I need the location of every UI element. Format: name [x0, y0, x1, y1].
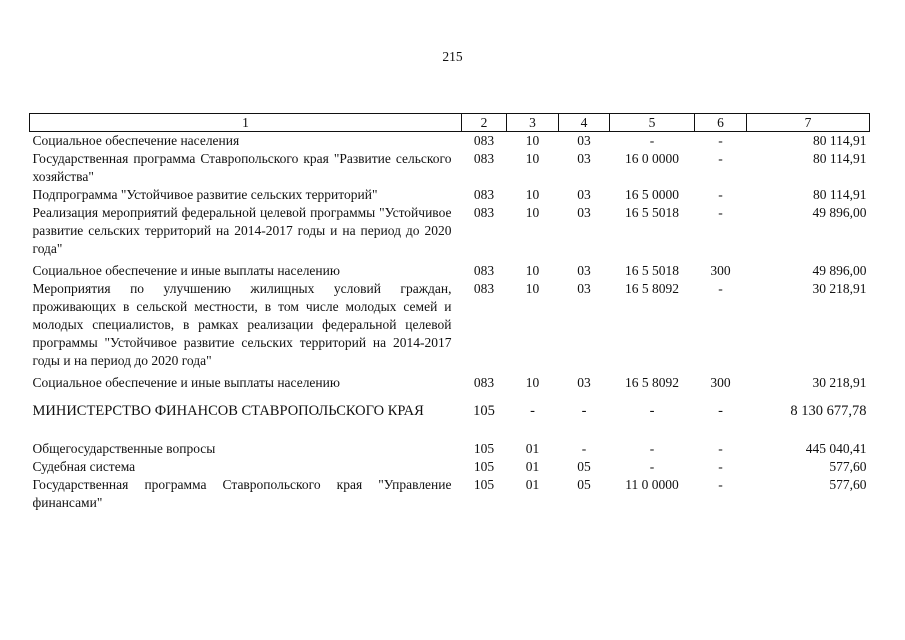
table-row [30, 186, 870, 204]
row-target-code: 16 5 8092 [625, 375, 679, 390]
row-target-code: - [649, 403, 655, 419]
row-section-code: 01 [525, 477, 540, 492]
row-expense-type-code: - [718, 205, 723, 220]
row-amount: 30 218,91 [812, 375, 867, 390]
header-col-1: 1 [30, 114, 462, 132]
row-subsection-code: 03 [577, 133, 591, 148]
row-name: Судебная система [32, 459, 136, 474]
row-amount: 8 130 677,78 [790, 403, 867, 419]
row-name: Государственная программа Ставропольского края "Управление финансами" [32, 477, 452, 510]
row-expense-type-code: 300 [710, 375, 731, 390]
row-ministry-code: 105 [473, 403, 495, 419]
row-name: Реализация мероприятий федеральной целевой программы "Устойчивое развитие сельских территорий на 2014-2017 годы и на период до 2020 года" [32, 205, 452, 256]
row-subsection-code: 03 [577, 187, 591, 202]
row-target-code: 16 5 5018 [625, 263, 679, 278]
row-subsection-code: 03 [577, 263, 591, 278]
row-ministry-code: 105 [473, 459, 495, 474]
row-subsection-code: - [581, 441, 587, 456]
row-expense-type-code: - [718, 151, 723, 166]
row-name: Государственная программа Ставропольского края "Развитие сельского хозяйства" [32, 151, 452, 184]
table-row [30, 370, 870, 392]
table-row [30, 150, 870, 186]
row-target-code: 16 5 8092 [625, 281, 679, 296]
row-subsection-code: 05 [577, 477, 591, 492]
row-expense-type-code: - [718, 281, 723, 296]
row-subsection-code: 03 [577, 375, 591, 390]
table-row [30, 476, 870, 512]
header-col-2: 2 [462, 114, 507, 132]
row-ministry-code: 083 [473, 151, 495, 166]
row-target-code: 16 0 0000 [625, 151, 679, 166]
table-row [30, 440, 870, 458]
row-amount: 80 114,91 [813, 151, 867, 166]
table-row [30, 458, 870, 476]
row-ministry-code: 083 [473, 375, 495, 390]
row-subsection-code: 03 [577, 281, 591, 296]
row-amount: 577,60 [829, 477, 867, 492]
table-header-row [30, 114, 870, 132]
row-target-code: 11 0 0000 [625, 477, 679, 492]
row-amount: 577,60 [829, 459, 867, 474]
page-number: 215 [442, 49, 463, 64]
row-name: Социальное обеспечение и иные выплаты населению [32, 263, 340, 278]
row-subsection-code: 03 [577, 151, 591, 166]
row-expense-type-code: - [718, 133, 723, 148]
table-row [30, 204, 870, 258]
row-subsection-code: - [581, 403, 587, 419]
row-amount: 80 114,91 [813, 187, 867, 202]
header-col-6: 6 [695, 114, 747, 132]
row-section-code: 10 [525, 281, 540, 296]
row-name: Социальное обеспечение населения [32, 133, 240, 148]
row-subsection-code: 05 [577, 459, 591, 474]
row-ministry-code: 105 [473, 477, 495, 492]
row-expense-type-code: - [718, 403, 723, 419]
row-target-code: 16 5 5018 [625, 205, 679, 220]
row-section-code: 10 [525, 205, 540, 220]
table-row-ministry [30, 392, 870, 440]
row-amount: 49 896,00 [812, 263, 867, 278]
row-name: Мероприятия по улучшению жилищных условий граждан, проживающих в сельской местности, в том числе молодых семей и молодых специалистов, в рамках реализации федеральной целевой программы "Устойчивое развитие сельских территорий на 2014-2017 годы и на период до 2020 года" [32, 281, 452, 368]
header-col-3: 3 [507, 114, 559, 132]
row-name: МИНИСТЕРСТВО ФИНАНСОВ СТАВРОПОЛЬСКОГО КРАЯ [32, 403, 424, 419]
row-target-code: 16 5 0000 [625, 187, 679, 202]
budget-table [29, 113, 870, 512]
row-section-code: 10 [525, 375, 540, 390]
row-ministry-code: 083 [473, 263, 495, 278]
row-ministry-code: 083 [473, 281, 495, 296]
row-ministry-code: 083 [473, 187, 495, 202]
row-section-code: 01 [525, 459, 540, 474]
row-ministry-code: 083 [473, 133, 495, 148]
row-amount: 30 218,91 [812, 281, 867, 296]
row-section-code: - [530, 403, 535, 419]
table-row [30, 280, 870, 370]
row-expense-type-code: - [718, 441, 723, 456]
header-col-5: 5 [610, 114, 695, 132]
row-expense-type-code: - [718, 477, 723, 492]
row-section-code: 01 [525, 441, 540, 456]
row-section-code: 10 [525, 151, 540, 166]
row-amount: 445 040,41 [805, 441, 867, 456]
row-target-code: - [649, 459, 655, 474]
header-col-4: 4 [559, 114, 610, 132]
row-amount: 80 114,91 [813, 133, 867, 148]
row-expense-type-code: - [718, 187, 723, 202]
header-col-7: 7 [747, 114, 870, 132]
row-section-code: 10 [525, 263, 540, 278]
row-ministry-code: 105 [473, 441, 495, 456]
row-name: Общегосударственные вопросы [32, 441, 216, 456]
row-expense-type-code: 300 [710, 263, 731, 278]
row-name: Подпрограмма "Устойчивое развитие сельских территорий" [32, 187, 378, 202]
row-name: Социальное обеспечение и иные выплаты населению [32, 375, 340, 390]
row-target-code: - [649, 133, 655, 148]
table-row [30, 258, 870, 280]
row-target-code: - [649, 441, 655, 456]
row-amount: 49 896,00 [812, 205, 867, 220]
row-section-code: 10 [525, 187, 540, 202]
row-expense-type-code: - [718, 459, 723, 474]
table-row [30, 132, 870, 151]
row-section-code: 10 [525, 133, 540, 148]
row-subsection-code: 03 [577, 205, 591, 220]
row-ministry-code: 083 [473, 205, 495, 220]
